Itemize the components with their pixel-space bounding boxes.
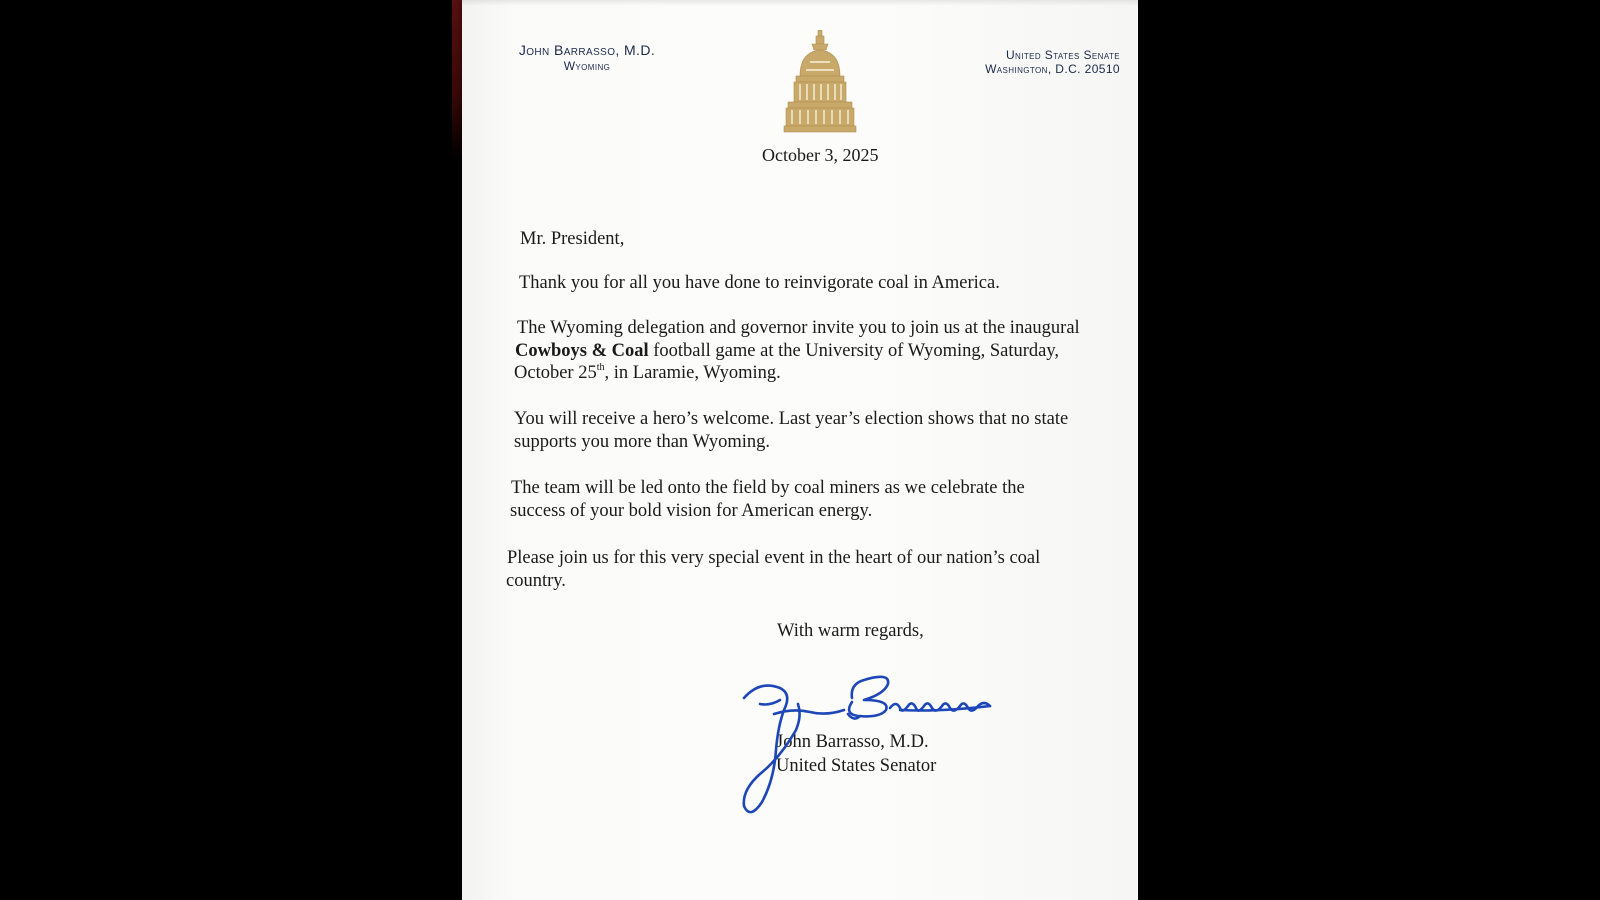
- paragraph-4-line-1: The team will be led onto the field by coal miners as we celebrate the: [511, 478, 1025, 498]
- signatory-name: John Barrasso, M.D.: [776, 732, 929, 752]
- paragraph-3-line-1: You will receive a hero’s welcome. Last year’s election shows that no state: [514, 409, 1069, 429]
- handwritten-signature: [740, 670, 1010, 830]
- paragraph-2-line-1: The Wyoming delegation and governor invite you to join us at the inaugural: [517, 318, 1080, 338]
- paper-shadow: [462, 0, 1138, 6]
- sender-name: John Barrasso, M.D.: [518, 42, 656, 58]
- signatory-title: United States Senator: [776, 756, 937, 776]
- sender-state: Wyoming: [563, 59, 611, 73]
- event-name: Cowboys & Coal: [515, 341, 649, 361]
- paragraph-3-line-2: supports you more than Wyoming.: [514, 432, 770, 452]
- closing: With warm regards,: [777, 621, 924, 641]
- ordinal-suffix: th: [596, 361, 605, 373]
- paragraph-5-line-2: country.: [506, 571, 566, 591]
- office-name: United States Senate: [1005, 48, 1120, 62]
- paragraph-4-line-2: success of your bold vision for American energy.: [510, 501, 873, 521]
- office-address: Washington, D.C. 20510: [985, 62, 1120, 76]
- capitol-dome-icon: [782, 30, 858, 134]
- letter-date: October 3, 2025: [762, 145, 879, 165]
- paragraph-1: Thank you for all you have done to reinvigorate coal in America.: [519, 273, 1000, 293]
- paragraph-5-line-1: Please join us for this very special event in the heart of our nation’s coal: [507, 548, 1041, 568]
- event-location: , in Laramie, Wyoming.: [604, 363, 781, 383]
- paragraph-2-line-2-rest: football game at the University of Wyoming, Saturday,: [648, 341, 1060, 361]
- paragraph-2-line-3: [514, 362, 781, 384]
- paragraph-2-line-2: [515, 340, 1059, 362]
- salutation: Mr. President,: [520, 229, 625, 249]
- event-date: October 25: [514, 363, 597, 383]
